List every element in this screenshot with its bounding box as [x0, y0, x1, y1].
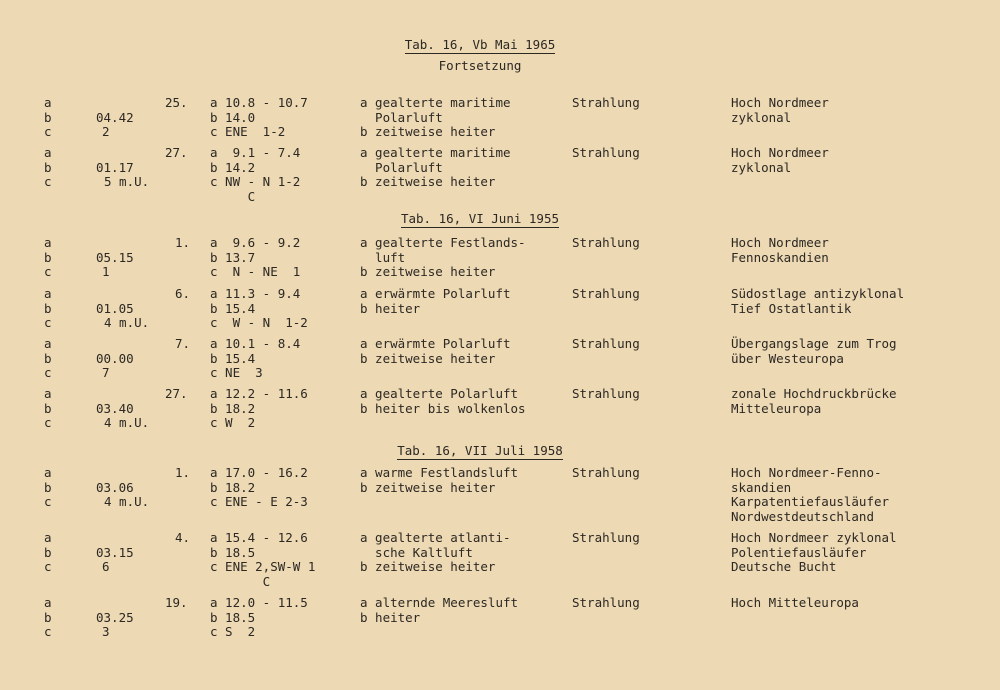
weather-type: Strahlung — [572, 595, 640, 610]
row-letter: a — [44, 336, 52, 351]
row-letter: a — [44, 530, 52, 545]
air-mass-description: Polarluft — [360, 159, 443, 175]
row-letter: b — [44, 249, 52, 265]
time-value: 3 — [102, 624, 110, 639]
synoptic-situation: Hoch Nordmeer — [731, 145, 829, 160]
section-title-juni-1955: Tab. 16, VI Juni 1955 — [400, 211, 560, 226]
time-value: 03.40 — [96, 400, 134, 416]
day-number: 7. — [175, 336, 191, 351]
time-value: 03.06 — [96, 479, 134, 495]
air-mass-description: a gealterte maritime — [360, 145, 511, 160]
weather-values: c ENE 2,SW-W 1 — [210, 559, 316, 574]
weather-values: c NE 3 — [210, 365, 263, 380]
weather-type: Strahlung — [572, 95, 640, 110]
weather-values: c NW - N 1-2 — [210, 174, 301, 189]
weather-values: a 17.0 - 16.2 — [210, 465, 308, 480]
time-value: 4 m.U. — [104, 315, 150, 330]
row-letter: b — [44, 350, 52, 366]
synoptic-situation: Hoch Nordmeer — [731, 95, 829, 110]
weather-values: b 18.5 — [210, 609, 256, 625]
weather-values: c ENE 1-2 — [210, 124, 286, 139]
synoptic-situation: zyklonal — [731, 109, 792, 125]
air-mass-description: b zeitweise heiter — [360, 264, 496, 279]
row-letter: a — [44, 386, 52, 401]
synoptic-situation: Südostlage antizyklonal — [731, 286, 905, 301]
air-mass-description: a gealterte maritime — [360, 95, 511, 110]
row-letter: b — [44, 300, 52, 316]
row-letter: a — [44, 95, 52, 110]
air-mass-description: a gealterte Polarluft — [360, 386, 519, 401]
row-letter: c — [44, 365, 52, 380]
weather-values: a 12.0 - 11.5 — [210, 595, 308, 610]
air-mass-description: a alternde Meeresluft — [360, 595, 519, 610]
air-mass-description: a erwärmte Polarluft — [360, 286, 511, 301]
air-mass-description: b heiter — [360, 609, 421, 625]
day-number: 19. — [165, 595, 188, 610]
air-mass-description: sche Kaltluft — [360, 544, 473, 560]
synoptic-situation: Hoch Nordmeer-Fenno- — [731, 465, 882, 480]
synoptic-situation: Mitteleuropa — [731, 400, 822, 416]
air-mass-description: b heiter — [360, 300, 421, 316]
weather-type: Strahlung — [572, 465, 640, 480]
air-mass-description: a gealterte atlanti- — [360, 530, 511, 545]
row-letter: b — [44, 109, 52, 125]
row-letter: a — [44, 595, 52, 610]
row-letter: c — [44, 624, 52, 639]
row-letter: c — [44, 174, 52, 189]
air-mass-description: Polarluft — [360, 109, 443, 125]
synoptic-situation: zonale Hochdruckbrücke — [731, 386, 897, 401]
weather-values: b 15.4 — [210, 350, 256, 366]
section-subtitle: Fortsetzung — [438, 58, 522, 73]
air-mass-description: b zeitweise heiter — [360, 479, 496, 495]
weather-values: a 9.6 - 9.2 — [210, 235, 301, 250]
weather-type: Strahlung — [572, 286, 640, 301]
day-number: 1. — [175, 235, 191, 250]
time-value: 01.17 — [96, 159, 134, 175]
row-letter: c — [44, 124, 52, 139]
row-letter: b — [44, 609, 52, 625]
air-mass-description: a erwärmte Polarluft — [360, 336, 511, 351]
day-number: 27. — [165, 386, 188, 401]
weather-values: a 10.8 - 10.7 — [210, 95, 308, 110]
synoptic-situation: Polentiefausläufer — [731, 544, 867, 560]
time-value: 03.25 — [96, 609, 134, 625]
weather-values: C — [210, 188, 256, 204]
weather-values: b 15.4 — [210, 300, 256, 316]
row-letter: a — [44, 145, 52, 160]
synoptic-situation: Hoch Nordmeer — [731, 235, 829, 250]
row-letter: c — [44, 315, 52, 330]
air-mass-description: b zeitweise heiter — [360, 124, 496, 139]
time-value: 1 — [102, 264, 110, 279]
air-mass-description: b zeitweise heiter — [360, 174, 496, 189]
synoptic-situation: Karpatentiefausläufer — [731, 494, 890, 509]
synoptic-situation: skandien — [731, 479, 792, 495]
row-letter: b — [44, 159, 52, 175]
weather-values: b 14.2 — [210, 159, 256, 175]
weather-values: c W 2 — [210, 415, 256, 430]
weather-values: b 14.0 — [210, 109, 256, 125]
row-letter: b — [44, 479, 52, 495]
weather-values: b 18.2 — [210, 400, 256, 416]
row-letter: a — [44, 286, 52, 301]
time-value: 04.42 — [96, 109, 134, 125]
weather-values: a 10.1 - 8.4 — [210, 336, 301, 351]
time-value: 7 — [102, 365, 110, 380]
synoptic-situation: Nordwestdeutschland — [731, 508, 874, 524]
row-letter: a — [44, 235, 52, 250]
weather-values: c W - N 1-2 — [210, 315, 308, 330]
time-value: 00.00 — [96, 350, 134, 366]
weather-values: a 11.3 - 9.4 — [210, 286, 301, 301]
day-number: 6. — [175, 286, 191, 301]
time-value: 03.15 — [96, 544, 134, 560]
weather-values: C — [210, 573, 271, 589]
section-title-juli-1958: Tab. 16, VII Juli 1958 — [397, 443, 563, 458]
weather-type: Strahlung — [572, 145, 640, 160]
weather-values: b 18.5 — [210, 544, 256, 560]
weather-values: c N - NE 1 — [210, 264, 301, 279]
weather-type: Strahlung — [572, 336, 640, 351]
air-mass-description: b zeitweise heiter — [360, 350, 496, 366]
row-letter: b — [44, 544, 52, 560]
weather-values: b 18.2 — [210, 479, 256, 495]
weather-type: Strahlung — [572, 530, 640, 545]
weather-values: a 15.4 - 12.6 — [210, 530, 308, 545]
synoptic-situation: Tief Ostatlantik — [731, 300, 852, 316]
weather-values: a 12.2 - 11.6 — [210, 386, 308, 401]
synoptic-situation: Fennoskandien — [731, 249, 829, 265]
synoptic-situation: Deutsche Bucht — [731, 559, 837, 574]
synoptic-situation: über Westeuropa — [731, 350, 844, 366]
time-value: 6 — [102, 559, 110, 574]
row-letter: c — [44, 494, 52, 509]
air-mass-description: b zeitweise heiter — [360, 559, 496, 574]
time-value: 01.05 — [96, 300, 134, 316]
weather-type: Strahlung — [572, 386, 640, 401]
time-value: 5 m.U. — [104, 174, 150, 189]
air-mass-description: a gealterte Festlands- — [360, 235, 526, 250]
time-value: 4 m.U. — [104, 415, 150, 430]
weather-values: c ENE - E 2-3 — [210, 494, 308, 509]
row-letter: b — [44, 400, 52, 416]
section-title-mai-1965: Tab. 16, Vb Mai 1965 — [404, 37, 556, 52]
weather-values: b 13.7 — [210, 249, 256, 265]
row-letter: c — [44, 559, 52, 574]
weather-type: Strahlung — [572, 235, 640, 250]
day-number: 25. — [165, 95, 188, 110]
day-number: 27. — [165, 145, 188, 160]
air-mass-description: a warme Festlandsluft — [360, 465, 519, 480]
synoptic-situation: zyklonal — [731, 159, 792, 175]
time-value: 2 — [102, 124, 110, 139]
time-value: 4 m.U. — [104, 494, 150, 509]
row-letter: c — [44, 264, 52, 279]
weather-values: a 9.1 - 7.4 — [210, 145, 301, 160]
air-mass-description: luft — [360, 249, 406, 265]
air-mass-description: b heiter bis wolkenlos — [360, 400, 526, 416]
synoptic-situation: Hoch Nordmeer zyklonal — [731, 530, 897, 545]
day-number: 1. — [175, 465, 191, 480]
row-letter: a — [44, 465, 52, 480]
synoptic-situation: Übergangslage zum Trog — [731, 336, 897, 351]
day-number: 4. — [175, 530, 191, 545]
row-letter: c — [44, 415, 52, 430]
synoptic-situation: Hoch Mitteleuropa — [731, 595, 859, 610]
time-value: 05.15 — [96, 249, 134, 265]
weather-values: c S 2 — [210, 624, 256, 639]
